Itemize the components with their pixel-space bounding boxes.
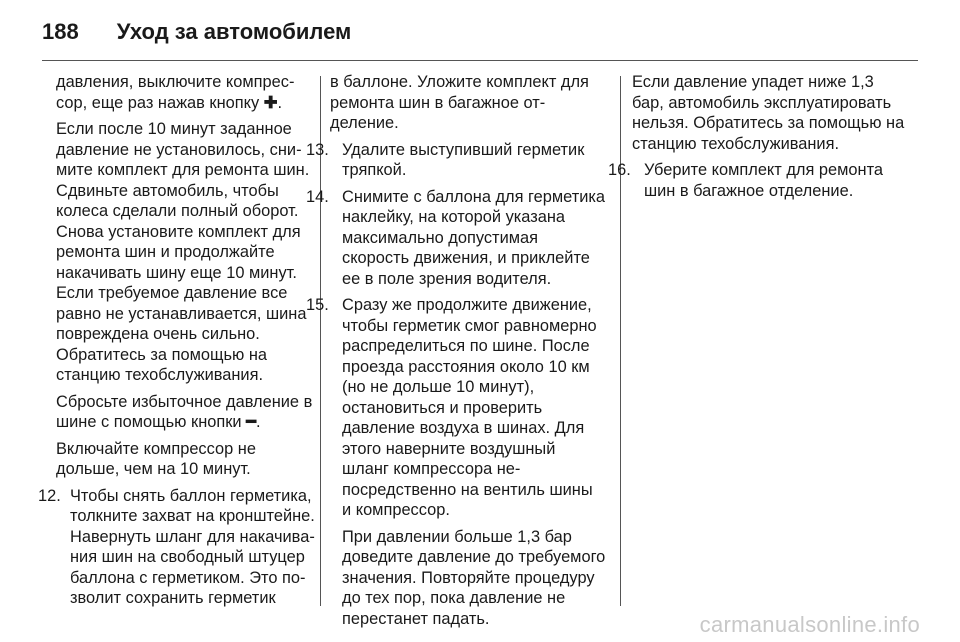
minus-icon: ━ <box>246 413 257 431</box>
column-divider-2 <box>620 76 621 606</box>
list-item-text: Снимите с баллона для герметика наклейку, на которой указана максимально допустимая скорость движения, и приклейте ее в поле зрения водителя. <box>342 187 606 288</box>
list-item-subparagraph: При давлении больше 1,3 бар доведите давление до требуемого значения. Повторяйте процедуру до тех пор, пока давление не перестанет падать. <box>342 527 606 628</box>
column-1 <box>38 72 318 615</box>
page-number: 188 <box>42 19 79 44</box>
list-item-number: 15. <box>306 296 329 314</box>
list-item-text: Уберите комплект для ремонта шин в багажное отделение. <box>644 161 884 200</box>
list-item <box>306 187 606 290</box>
paragraph: в баллоне. Уложите комплект для ремонта шин в багажное отделение. <box>330 73 589 132</box>
list-item-number: 14. <box>306 187 329 206</box>
section-title: Уход за автомобилем <box>116 19 352 44</box>
watermark: carmanualsonline.info <box>699 612 920 637</box>
column-3 <box>608 72 908 207</box>
list-item-text: Чтобы снять баллон герметика, толкните захват на кронштейне. Навернуть шланг для накачивания шин на свободный штуцер баллона с герметиком. Это позволит сохранить герметик <box>70 486 315 607</box>
list-item <box>306 140 606 181</box>
list-item-text: Сразу же продолжите движение, чтобы герметик смог равномерно распределиться по шине. После проезда расстояния около 10 км (но не дольше 10 минут), остановиться и проверить давление воздуха в шинах. Для этого наверните воздушный шланг компрессора непосредственно на вентиль шины и компрессор. <box>342 296 597 519</box>
list-item-number: 16. <box>608 161 631 179</box>
list-item-number: 12. <box>38 486 61 505</box>
list-item <box>38 486 318 609</box>
paragraph: Сбросьте избыточное давление в шине с помощью кнопки ━. <box>56 392 313 431</box>
list-item <box>608 160 908 201</box>
column-2 <box>306 72 606 635</box>
list-item-number: 13. <box>306 140 329 159</box>
paragraph: Если давление упадет ниже 1,3 бар, автомобиль эксплуатировать нельзя. Обратитесь за помощью на станцию техобслуживания. <box>632 73 905 153</box>
paragraph: давления, выключите компрессор, еще раз нажав кнопку ✚. <box>56 73 295 112</box>
header-divider <box>42 60 918 61</box>
list-item <box>306 295 606 629</box>
list-item-text: Удалите выступивший герметик тряпкой. <box>342 140 585 179</box>
page-header <box>42 14 351 50</box>
plus-icon: ✚ <box>263 93 278 112</box>
paragraph: Включайте компрессор не дольше, чем на 10 минут. <box>56 439 256 478</box>
paragraph: Если после 10 минут заданное давление не установилось, снимите комплект для ремонта шин. Сдвиньте автомобиль, чтобы колеса сделали полный оборот. Снова установите комплект для ремонта шин и продолжайте накачивать шину еще 10 минут. Если требуемое давление все равно не устанавливается, шина повреждена очень сильно. Обратитесь за помощью на станцию техобслуживания. <box>56 120 310 384</box>
